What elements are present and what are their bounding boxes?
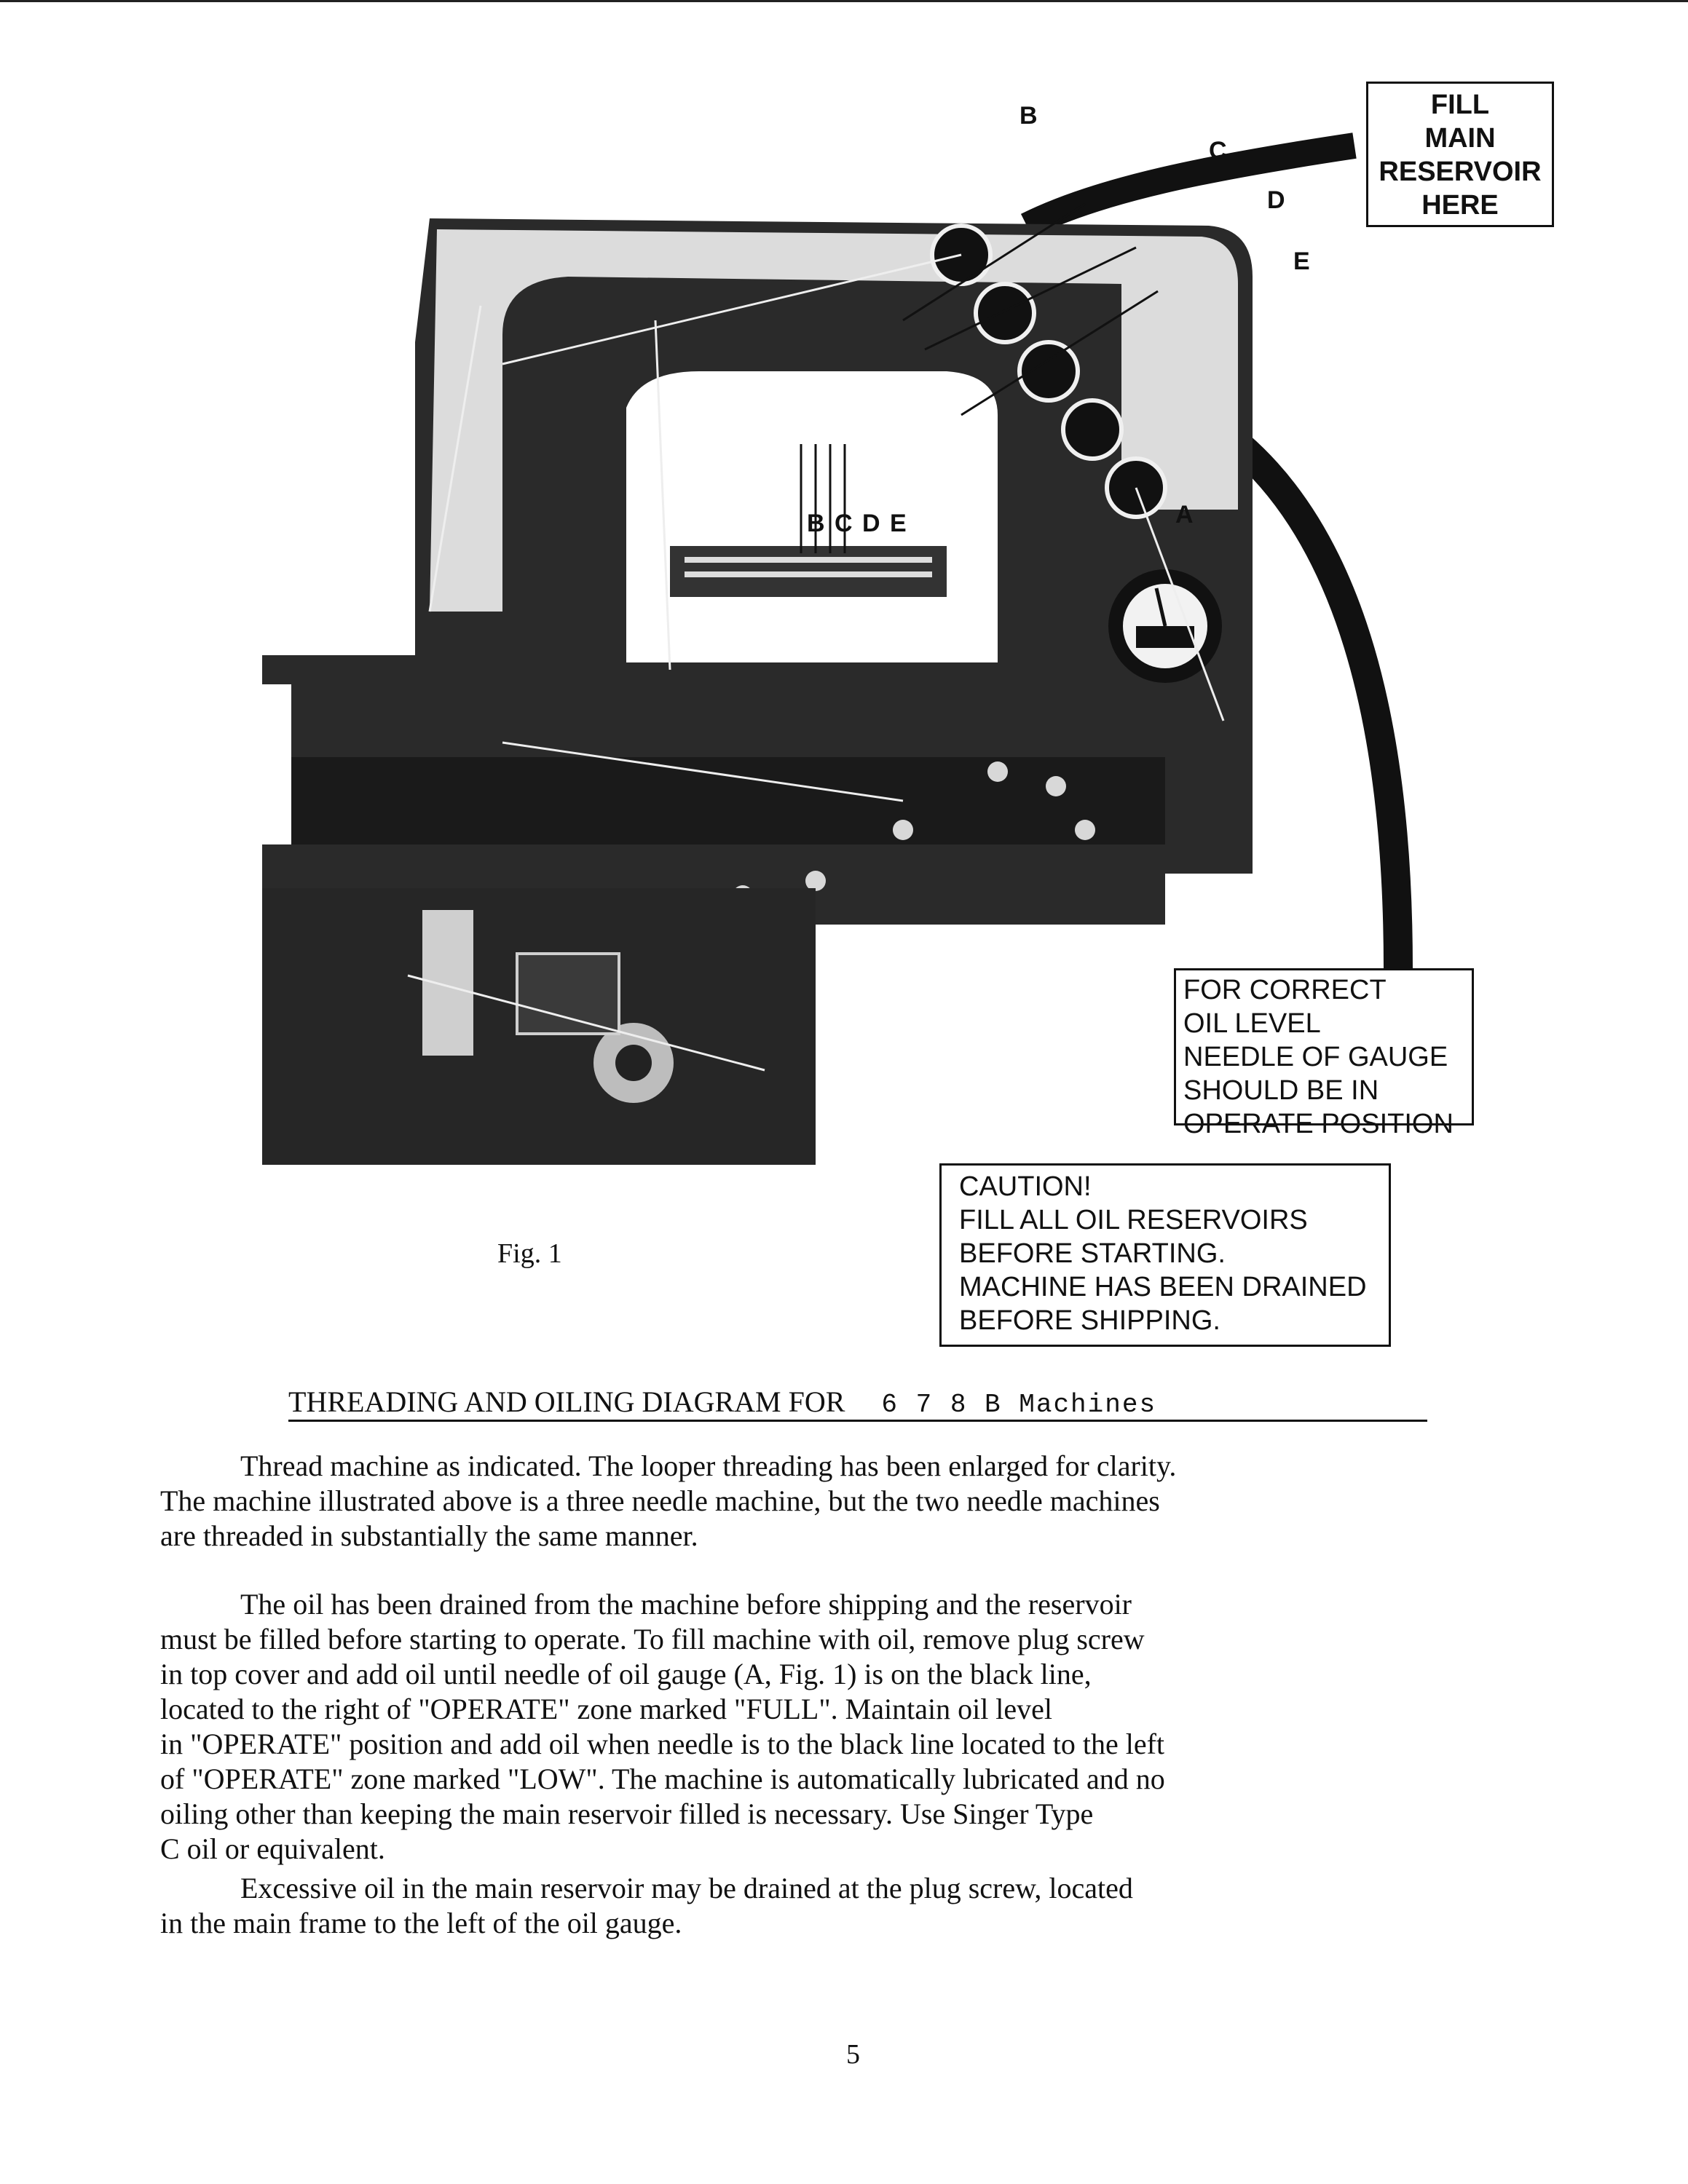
- page-number: 5: [846, 2039, 860, 2070]
- figure-caption: Fig. 1: [497, 1238, 562, 1269]
- oil-level-note-line: NEEDLE OF GAUGE: [1183, 1042, 1448, 1072]
- callout-c: C: [1209, 137, 1227, 165]
- paragraph-line: oiling other than keeping the main reservoir filled is necessary. Use Singer Type: [160, 1797, 1094, 1830]
- paragraph-line: of "OPERATE" zone marked "LOW". The machine is automatically lubricated and no: [160, 1762, 1165, 1795]
- paragraph-line: in "OPERATE" position and add oil when needle is to the black line located to the left: [160, 1728, 1165, 1760]
- paragraph-line: located to the right of "OPERATE" zone marked "FULL". Maintain oil level: [160, 1693, 1053, 1725]
- oil-level-note-line: OIL LEVEL: [1183, 1008, 1321, 1039]
- paragraph-line: in top cover and add oil until needle of oil gauge (A, Fig. 1) is on the black line,: [160, 1658, 1092, 1690]
- paragraph-oiling: [160, 1587, 1566, 1867]
- oil-level-note-line: SHOULD BE IN: [1183, 1075, 1379, 1106]
- fill-note-line: MAIN: [1424, 123, 1496, 154]
- fill-note-line: FILL: [1430, 90, 1490, 120]
- fill-note-line: HERE: [1421, 190, 1499, 221]
- oil-level-note-line: OPERATE POSITION: [1183, 1109, 1454, 1139]
- callout-b-top: B: [1019, 102, 1038, 130]
- paragraph-line: C oil or equivalent.: [160, 1832, 385, 1865]
- paragraph-line: Excessive oil in the main reservoir may be drained at the plug screw, located: [240, 1872, 1133, 1904]
- heading-underline: [288, 1420, 1427, 1422]
- paragraph-line: must be filled before starting to operate. To fill machine with oil, remove plug screw: [160, 1623, 1145, 1655]
- callout-a: A: [1175, 501, 1194, 529]
- caution-note-line: MACHINE HAS BEEN DRAINED: [959, 1272, 1367, 1302]
- paragraph-line: Thread machine as indicated. The looper threading has been enlarged for clarity.: [240, 1449, 1177, 1482]
- top-border-line: [0, 0, 1688, 2]
- paragraph-line: The machine illustrated above is a three needle machine, but the two needle machines: [160, 1484, 1160, 1517]
- paragraph-threading: [160, 1449, 1566, 1554]
- section-heading-text: THREADING AND OILING DIAGRAM FOR: [288, 1385, 845, 1418]
- paragraph-line: The oil has been drained from the machine before shipping and the reservoir: [240, 1588, 1132, 1621]
- oil-level-note-line: FOR CORRECT: [1183, 975, 1387, 1005]
- paragraph-line: are threaded in substantially the same manner.: [160, 1519, 698, 1552]
- oil-level-note: [1174, 968, 1474, 1139]
- paragraph-line: in the main frame to the left of the oil gauge.: [160, 1907, 682, 1939]
- callout-e: E: [1293, 248, 1310, 275]
- section-heading: [288, 1385, 1427, 1420]
- section-heading-model: 6 7 8 B Machines: [881, 1390, 1157, 1420]
- fill-reservoir-note: [1366, 82, 1554, 227]
- caution-note-line: FILL ALL OIL RESERVOIRS: [959, 1205, 1308, 1235]
- caution-note-line: BEFORE STARTING.: [959, 1238, 1226, 1269]
- fill-note-line: RESERVOIR: [1379, 157, 1542, 187]
- callout-d: D: [1267, 186, 1285, 214]
- caution-note-line: CAUTION!: [959, 1171, 1092, 1202]
- paragraph-draining: [160, 1871, 1566, 1941]
- caution-note-line: BEFORE SHIPPING.: [959, 1305, 1220, 1336]
- caution-note: [939, 1163, 1391, 1347]
- callout-bcde: B C D E: [807, 510, 908, 537]
